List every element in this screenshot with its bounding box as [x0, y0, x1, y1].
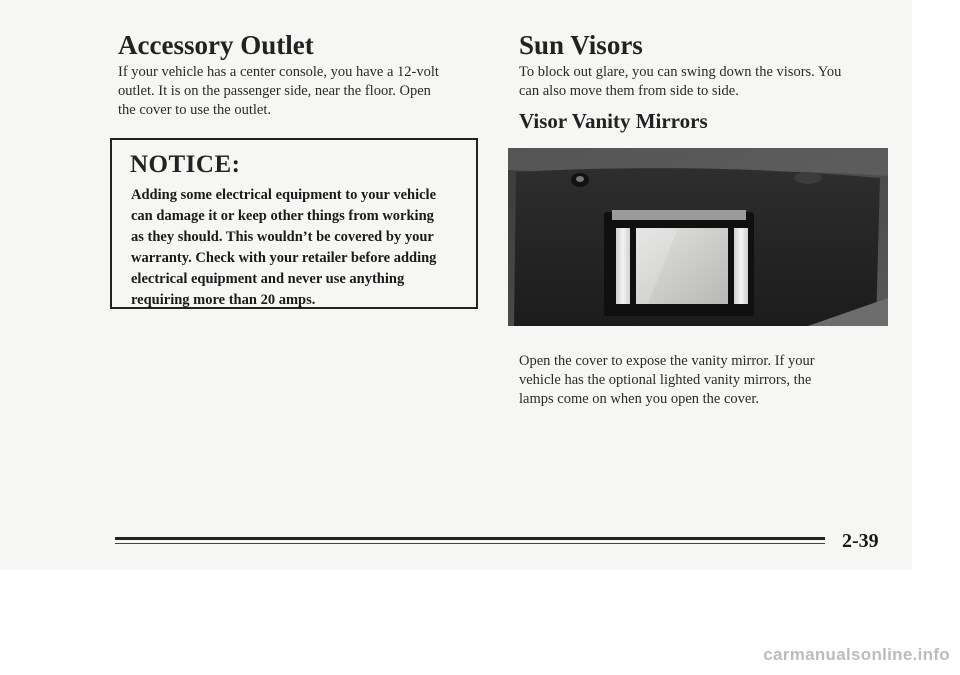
accessory-outlet-line: outlet. It is on the passenger side, near the floor. Open [118, 83, 431, 99]
notice-title: NOTICE: [130, 151, 241, 178]
left-lamp [616, 228, 630, 304]
accessory-outlet-heading: Accessory Outlet [118, 30, 314, 60]
mirror-cover-edge [612, 210, 746, 220]
visor-clip-highlight [576, 176, 584, 182]
accessory-outlet-line: If your vehicle has a center console, you have a 12-volt [118, 64, 439, 80]
vanity-caption-line: lamps come on when you open the cover. [519, 391, 759, 407]
notice-body [131, 185, 471, 311]
visor-mirror-illustration [508, 148, 888, 326]
right-lamp [734, 228, 748, 304]
visor-mirror-photo [508, 148, 888, 326]
sun-visors-heading: Sun Visors [519, 30, 643, 60]
sun-visors-line: To block out glare, you can swing down the visors. You [519, 64, 842, 80]
notice-line: warranty. Check with your retailer before adding [131, 250, 437, 266]
footer-rule [115, 537, 825, 540]
notice-line: can damage it or keep other things from working [131, 208, 434, 224]
sun-visors-line: can also move them from side to side. [519, 83, 739, 99]
footer-rule-thin [115, 543, 825, 544]
page-number: 2-39 [842, 530, 879, 552]
vanity-caption-line: vehicle has the optional lighted vanity mirrors, the [519, 372, 812, 388]
vanity-caption-line: Open the cover to expose the vanity mirror. If your [519, 353, 815, 369]
notice-line: as they should. This wouldn’t be covered by your [131, 229, 434, 245]
visor-vanity-mirrors-heading: Visor Vanity Mirrors [519, 109, 708, 133]
notice-line: requiring more than 20 amps. [131, 292, 316, 308]
notice-line: Adding some electrical equipment to your vehicle [131, 187, 437, 203]
watermark: carmanualsonline.info [763, 645, 950, 664]
notice-line: electrical equipment and never use anything [131, 271, 405, 287]
visor-hinge [794, 172, 822, 184]
accessory-outlet-line: the cover to use the outlet. [118, 102, 272, 118]
notice-box [110, 138, 478, 309]
